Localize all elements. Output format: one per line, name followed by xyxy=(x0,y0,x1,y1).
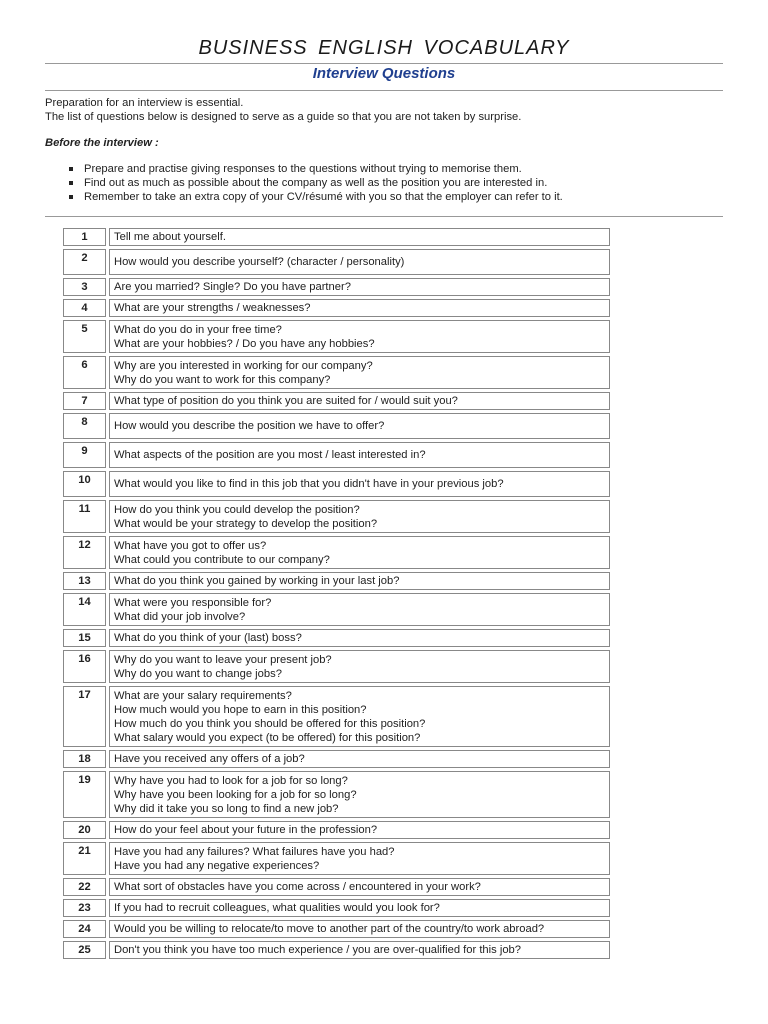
subtitle-divider xyxy=(45,90,723,91)
list-item xyxy=(69,176,563,190)
question-number: 15 xyxy=(63,629,106,647)
intro-line: Preparation for an interview is essential. xyxy=(45,97,244,109)
question-text: What have you got to offer us? What could you contribute to our company? xyxy=(109,536,610,569)
table-row xyxy=(63,356,610,389)
tip-text: Remember to take an extra copy of your CV/résumé with you so that the employer can refer to it. xyxy=(84,191,563,203)
table-row xyxy=(63,536,610,569)
question-number: 4 xyxy=(63,299,106,317)
question-text: What are your strengths / weaknesses? xyxy=(109,299,610,317)
question-number: 25 xyxy=(63,941,106,959)
question-text: What were you responsible for? What did your job involve? xyxy=(109,593,610,626)
table-row xyxy=(63,593,610,626)
question-text: How do you think you could develop the position? What would be your strategy to develop the position? xyxy=(109,500,610,533)
table-row xyxy=(63,821,610,839)
table-row xyxy=(63,899,610,917)
question-number: 18 xyxy=(63,750,106,768)
table-row xyxy=(63,249,610,275)
question-text: Don't you think you have too much experience / you are over-qualified for this job? xyxy=(109,941,610,959)
table-row xyxy=(63,320,610,353)
question-number: 9 xyxy=(63,442,106,468)
question-number: 24 xyxy=(63,920,106,938)
question-text: What sort of obstacles have you come across / encountered in your work? xyxy=(109,878,610,896)
question-number: 10 xyxy=(63,471,106,497)
question-number: 6 xyxy=(63,356,106,389)
question-text: What do you think of your (last) boss? xyxy=(109,629,610,647)
table-row xyxy=(63,278,610,296)
tip-text: Find out as much as possible about the company as well as the position you are interested in. xyxy=(84,177,548,189)
list-item xyxy=(69,162,563,176)
intro-line: The list of questions below is designed to serve as a guide so that you are not taken by surprise. xyxy=(45,111,522,123)
question-text: Tell me about yourself. xyxy=(109,228,610,246)
question-text: If you had to recruit colleagues, what qualities would you look for? xyxy=(109,899,610,917)
question-number: 8 xyxy=(63,413,106,439)
question-number: 3 xyxy=(63,278,106,296)
table-row xyxy=(63,392,610,410)
question-number: 17 xyxy=(63,686,106,747)
question-number: 11 xyxy=(63,500,106,533)
question-number: 19 xyxy=(63,771,106,818)
question-text: Would you be willing to relocate/to move to another part of the country/to work abroad? xyxy=(109,920,610,938)
table-row xyxy=(63,629,610,647)
intro-text xyxy=(45,96,521,124)
table-row xyxy=(63,771,610,818)
question-text: What do you think you gained by working in your last job? xyxy=(109,572,610,590)
question-text: Have you had any failures? What failures have you had? Have you had any negative experiences? xyxy=(109,842,610,875)
question-number: 16 xyxy=(63,650,106,683)
question-number: 21 xyxy=(63,842,106,875)
title-divider xyxy=(45,63,723,64)
table-row xyxy=(63,413,610,439)
question-text: What aspects of the position are you most / least interested in? xyxy=(109,442,610,468)
page-title: BUSINESS ENGLISH VOCABULARY xyxy=(198,37,570,59)
page-subtitle: Interview Questions xyxy=(312,65,456,82)
table-row xyxy=(63,299,610,317)
bullet-icon xyxy=(69,167,73,171)
question-number: 5 xyxy=(63,320,106,353)
question-text: Have you received any offers of a job? xyxy=(109,750,610,768)
table-row xyxy=(63,686,610,747)
question-text: What type of position do you think you are suited for / would suit you? xyxy=(109,392,610,410)
table-row xyxy=(63,842,610,875)
question-number: 13 xyxy=(63,572,106,590)
question-text: Are you married? Single? Do you have partner? xyxy=(109,278,610,296)
table-row xyxy=(63,650,610,683)
tips-list xyxy=(69,162,563,204)
question-number: 12 xyxy=(63,536,106,569)
question-number: 14 xyxy=(63,593,106,626)
table-row xyxy=(63,471,610,497)
question-number: 20 xyxy=(63,821,106,839)
question-text: How would you describe the position we have to offer? xyxy=(109,413,610,439)
bullet-icon xyxy=(69,195,73,199)
section-heading: Before the interview : xyxy=(45,137,159,149)
tip-text: Prepare and practise giving responses to the questions without trying to memorise them. xyxy=(84,163,522,175)
questions-table xyxy=(63,228,610,962)
table-row xyxy=(63,920,610,938)
table-row xyxy=(63,878,610,896)
table-row xyxy=(63,572,610,590)
bullet-icon xyxy=(69,181,73,185)
question-text: What are your salary requirements? How much would you hope to earn in this position? How much do you think you should be offered for this position? What salary would you expect (to be offered) for this position? xyxy=(109,686,610,747)
section-divider xyxy=(45,216,723,217)
question-text: Why have you had to look for a job for so long? Why have you been looking for a job for so long? Why did it take you so long to find a new job? xyxy=(109,771,610,818)
question-text: What do you do in your free time? What are your hobbies? / Do you have any hobbies? xyxy=(109,320,610,353)
question-number: 22 xyxy=(63,878,106,896)
question-text: Why do you want to leave your present job? Why do you want to change jobs? xyxy=(109,650,610,683)
question-number: 7 xyxy=(63,392,106,410)
table-row xyxy=(63,941,610,959)
table-row xyxy=(63,750,610,768)
table-row xyxy=(63,442,610,468)
list-item xyxy=(69,190,563,204)
question-number: 23 xyxy=(63,899,106,917)
question-text: Why are you interested in working for our company? Why do you want to work for this company? xyxy=(109,356,610,389)
question-text: What would you like to find in this job that you didn't have in your previous job? xyxy=(109,471,610,497)
table-row xyxy=(63,228,610,246)
question-number: 1 xyxy=(63,228,106,246)
question-number: 2 xyxy=(63,249,106,275)
table-row xyxy=(63,500,610,533)
question-text: How would you describe yourself? (character / personality) xyxy=(109,249,610,275)
question-text: How do your feel about your future in the profession? xyxy=(109,821,610,839)
